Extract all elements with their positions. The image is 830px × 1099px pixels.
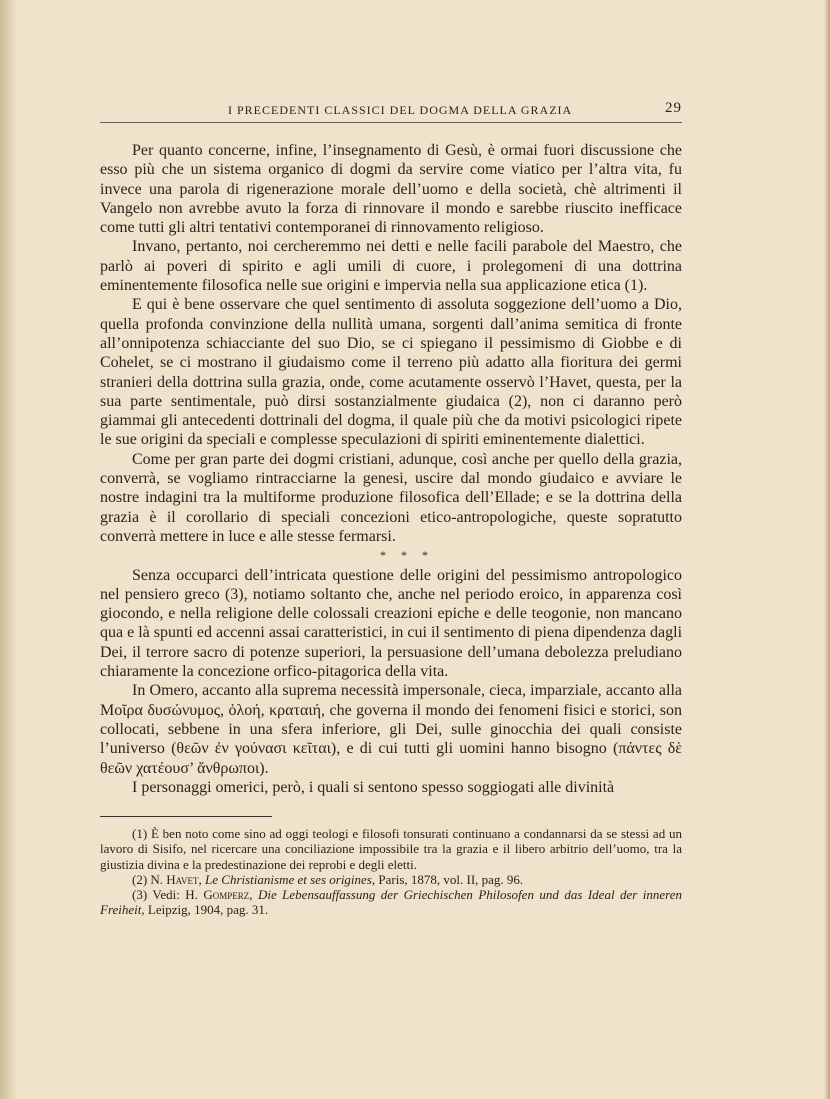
footnote-3-separator: , [249,887,258,903]
footnotes [100,826,682,918]
footnote-3 [100,887,682,918]
paragraph: E qui è bene osservare che quel sentimento di assoluta soggezione dell’uomo a Dio, quella profonda convinzione della nullità umana, sorgenti dall’anima semitica di fronte all’onnipotenza schiacciante del suo Dio, se ci spiegano il pessimismo di Giobbe e di Cohelet, se ci mostrano il giudaismo come il terreno più adatto alla fioritura dei germi stranieri della dottrina sulla grazia, onde, come acutamente osservò l’Havet, questa, per la sua parte sentimentale, può dirsi sostanzialmente giudaica (2), non ci daranno però giammai gli antecedenti dottrinali del dogma, il quale più che da motivi psicologici ripete le sue origini da speciali e complesse speculazioni di spiriti eminentemente dialettici. [100,296,682,449]
paragraph: Senza occuparci dell’intricata questione delle origini del pessimismo antropologico nel pensiero greco (3), notiamo soltanto che, anche nel periodo eroico, in apparenza così giocondo, e nella religione delle colossali creazioni epiche e delle teogonie, non mancano qua e là spunti ed accenni assai caratteristici, in cui il sentimento di piena dipendenza dagli Dei, il terrore sacro di potenze superiori, la persuasione dell’umana debolezza preludiano chiaramente la concezione orfico-pitagorica della vita. [100,566,683,681]
footnote-2-title: Le Christianisme et ses origines [205,871,372,887]
footnote-2-prefix: (2) N. [132,871,167,887]
footnote-2-author: Havet [166,871,199,887]
footnote-3-author: Gomperz [203,887,250,903]
footnote-2 [100,872,682,887]
running-header [100,100,682,123]
footnote-3-details: , Leipzig, 1904, pag. 31. [141,902,269,918]
running-title: I PRECEDENTI CLASSICI DEL DOGMA DELLA GRAZIA [228,103,573,117]
footnote-3-title: Die Lebensauffassung der Griechischen Philosofen und das Ideal der inneren Freiheit [100,887,683,918]
paragraph: Come per gran parte dei dogmi cristiani, adunque, così anche per quello della grazia, converrà, se vogliamo rintracciarne la genesi, uscire dal mondo giudaico e avviare le nostre indagini tra la multiforme produzione filosofica dell’Ellade; e se la dottrina della grazia è il corollario di speciali concezioni etico-antropologiche, queste sopratutto converrà mettere in luce e alle stesse fermarsi. [100,450,682,545]
main-text [100,141,682,797]
footnote-3-prefix: (3) Vedi: H. [132,887,204,903]
footnote-1: (1) È ben noto come sino ad oggi teologi e filosofi tonsurati continuano a condannarsi da se stessi ad un lavoro di Sisifo, nel ricercare una conciliazione impossibile tra la grazia e il libero arbitrio dell’uomo, tra la giustizia divina e la predestinazione dei reprobi e degli eletti. [100,826,682,872]
paragraph: In Omero, accanto alla suprema necessità impersonale, cieca, imparziale, accanto alla Μοῖρα δυσώνυμος, ὀλοή, κραταιή, che governa il mondo dei fenomeni fisici e storici, son collocati, sebbene in una sfera inferiore, gli Dei, sulle ginocchia dei quali consiste l’universo (θεῶν ἐν γούνασι κεῖται), e di cui tutti gli uomini hanno bisogno (πάντες δὲ θεῶν χατέουσ’ ἄνθρωποι). [100,682,682,777]
page-number: 29 [665,100,682,116]
footnote-rule [100,816,272,817]
paragraph: Invano, pertanto, noi cercheremmo nei detti e nelle facili parabole del Maestro, che parlò ai poveri di spirito e agli umili di cuore, i prolegomeni di una dottrina eminentemente filosofica nelle sue origini e impervia nella sua applicazione etica (1). [100,238,682,295]
paragraph: Per quanto concerne, infine, l’insegnamento di Gesù, è ormai fuori discussione che esso più che un sistema organico di dogmi da servire come viatico per l’altra vita, fu invece una parola di rigenerazione morale dell’uomo e della società, chè altrimenti il Vangelo non avrebbe avuto la forza di rinnovare il mondo e sarebbe riuscito inefficace come tutti gli altri tentativi contemporanei di rinnovamento religioso. [100,142,682,237]
section-separator: * * * [380,548,434,563]
paragraph: I personaggi omerici, però, i quali si sentono spesso soggiogati alle divinità [132,778,615,796]
footnote-2-details: , Paris, 1878, vol. II, pag. 96. [371,871,524,887]
footnote-2-separator: , [198,871,206,887]
